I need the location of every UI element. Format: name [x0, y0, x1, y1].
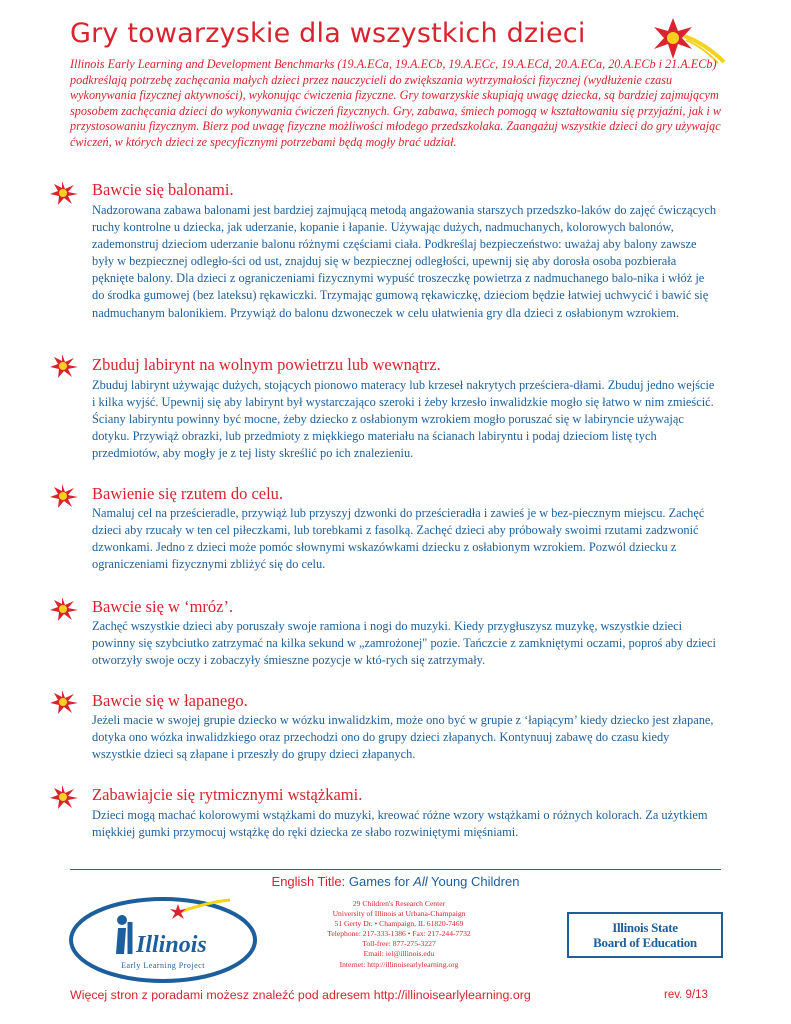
- logo-subtext: Early Learning Project: [121, 961, 205, 970]
- section-heading: Bawcie się w ‘mróz’.: [92, 597, 234, 616]
- section-body: Namaluj cel na prześcieradle, przywiąż lub przyszyj dzwonki do prześcieradła i zawieś je w bez-piecznym miejscu. Zachęć dzieci aby rzucały w ten cel piłeczkami, lub torebkami z fasolką. Zachęć dzieci aby próbowały swoimi rzutami zadzwonić dzwonkami. Jedno z dzieci może pomóc słownymi wskazówkami dziecku z osłabionym wzrokiem. Pozwól dziecku z ograniczeniami fizycznymi zbliżyć się do celu.: [92, 506, 705, 572]
- isbe-line: Illinois State: [612, 920, 678, 935]
- section-heading: Bawcie się balonami.: [92, 180, 234, 199]
- star-bullet-icon: [50, 597, 78, 621]
- contact-line: 29 Children's Research Center: [352, 899, 446, 908]
- star-bullet-icon: [50, 181, 78, 205]
- section-body: Zachęć wszystkie dzieci aby poruszały swoje ramiona i nogi do muzyki. Kiedy przygłuszysz muzykę, wszystkie dzieci powinny się szybciutko zatrzymać na kilka sekund w „zamrożonej" pozie. Tańczcie z zamkniętymi oczami, poproś aby dzieci otworzyły swoje oczy i zobaczyły śmieszne pozycje w któ-rych się zatrzymały.: [92, 619, 716, 668]
- footer-divider: [70, 869, 721, 870]
- contact-line: Internet: http://illinoisearlylearning.org: [339, 959, 459, 969]
- isbe-logo: [567, 912, 723, 958]
- english-title: [0, 874, 791, 889]
- logo-wordmark: Illinois: [136, 932, 207, 958]
- section-heading: Bawienie się rzutem do celu.: [92, 484, 284, 503]
- contact-line: University of Illinois at Urbana-Champaign: [332, 909, 466, 919]
- intro-paragraph: Illinois Early Learning and Development Benchmarks (19.A.ECa, 19.A.ECb, 19.A.ECc, 19.A.ECd, 20.A.ECa, 20.A.ECb i 21.A.ECb) podkreślają potrzebę zachęcania małych dzieci przez nauczycieli do zwiększania wytrzymałości fizycznej (wydłużenie czasu wykonywania fizycznej aktywności), wykonując ćwiczenia fizyczne. Gry towarzyskie skupiają uwagę dziecka, są bardziej zajmującym sposobem zachęcania dzieci do wykonywania ćwiczeń fizycznych. Gry, zabawa, śmiech pomogą w kształtowaniu się przyjaźni, jak i w przystosowaniu fizycznym. Bierz pod uwagę fizyczne możliwości młodego przedszkolaka. Zaangażuj wszystkie dzieci do gry używając ćwiczeń, w których dzieci ze specyficznymi potrzebami będą mogły brać udział.: [70, 57, 721, 149]
- illinois-early-learning-logo: [68, 892, 258, 984]
- contact-line: Email: iel@illinois.edu: [363, 949, 435, 959]
- english-title-label: English Title:: [271, 874, 346, 889]
- english-title-post: Young Children: [431, 874, 520, 889]
- section-body: Dzieci mogą machać kolorowymi wstążkami do muzyki, kreować różne wzory wstążkami o różnych kolorach. Za użytkiem miękkiej gumki przymocuj wstążkę do ręki dziecka ze słabo rozwiniętymi mięśniami.: [92, 808, 708, 840]
- contact-line: Telephone: 217-333-1386 • Fax: 217-244-7732: [327, 929, 471, 939]
- more-pages-link-text: Więcej stron z poradami możesz znaleźć pod adresem http://illinoisearlylearning.org: [70, 988, 531, 1002]
- star-bullet-icon: [50, 354, 78, 378]
- section-heading: Zbuduj labirynt na wolnym powietrzu lub wewnątrz.: [92, 355, 441, 374]
- star-bullet-icon: [50, 785, 78, 809]
- contact-line: 51 Gerty Dr. • Champaign, IL 61820-7469: [334, 919, 464, 929]
- contact-line: Toll-free: 877-275-3227: [362, 939, 436, 949]
- section-heading: Bawcie się w łapanego.: [92, 691, 248, 710]
- revision-label: rev. 9/13: [664, 989, 708, 1001]
- section-body: Nadzorowana zabawa balonami jest bardziej zajmującą metodą angażowania starszych przedszko-laków do zajęć ćwiczących ruchy kontrolne u dziecka, jak uderzanie, kopanie i łapanie. Używając dużych, nadmuchanych, kolorowych balonów, zademonstruj dzieciom uderzanie balonu różnymi częściami ciała. Podkreślaj bezpieczeństwo: uważaj aby balony zawsze były w bezpiecznej odległo-ści od ust, znajduj się w bezpiecznej odległości, upewnij się aby dorosła osoba pozbierała pęknięte balony. Dla dzieci z ograniczeniami fizycznymi wypuść troszeczkę powietrza z nadmuchanego balo-nika i włóż je do środka gumowej (bez lateksu) rękawiczki. Trzymając gumową rękawiczkę, dzieciom będzie łatwiej uchwycić i bawić się nadmuchanym balonikiem. Przywiąż do balonu dzwoneczek w celu ułatwienia gry dla dzieci z osłabionym wzrokiem.: [92, 203, 717, 320]
- english-title-pre: Games for: [348, 874, 410, 889]
- star-bullet-icon: [50, 690, 78, 714]
- isbe-line: Board of Education: [593, 935, 697, 950]
- section-body: Zbuduj labirynt używając dużych, stojących pionowo materacy lub krzeseł nakrytych prześciera-dłami. Zbuduj jedno wejście i kilka wyjść. Upewnij się aby labirynt był wystarczająco szeroki i żeby krzesło inwalidzkie mogło się łatwo w nim zmieścić. Ściany labiryntu powinny być mocne, żeby dziecko z osłabionym wzrokiem mogło poruszać się w labiryncie używając dotyku. Przywiąż obrazki, lub przedmioty z miękkiego materiału na ścianach labiryntu i podaj dzieciom listę tych przedmiotów, aby mogły je z tej listy skreślić po ich znalezieniu.: [92, 378, 715, 461]
- contact-info: [280, 899, 518, 970]
- star-bullet-icon: [50, 484, 78, 508]
- section-body: Jeżeli macie w swojej grupie dziecko w wózku inwalidzkim, może ono być w grupie z ‘łapiącym’ kiedy dziecko jest złapane, dotyka ono wózka inwalidzkiego oraz przechodzi ono do grupy dzieci złapanych. Kontynuuj zabawę do czasu kiedy wszystkie dzieci są złapane i przeszły do grupy dzieci złapanych.: [92, 713, 714, 762]
- section-heading: Zabawiajcie się rytmicznymi wstążkami.: [92, 785, 363, 804]
- page-title: Gry towarzyskie dla wszystkich dzieci: [70, 18, 586, 49]
- english-title-em: All: [413, 874, 428, 889]
